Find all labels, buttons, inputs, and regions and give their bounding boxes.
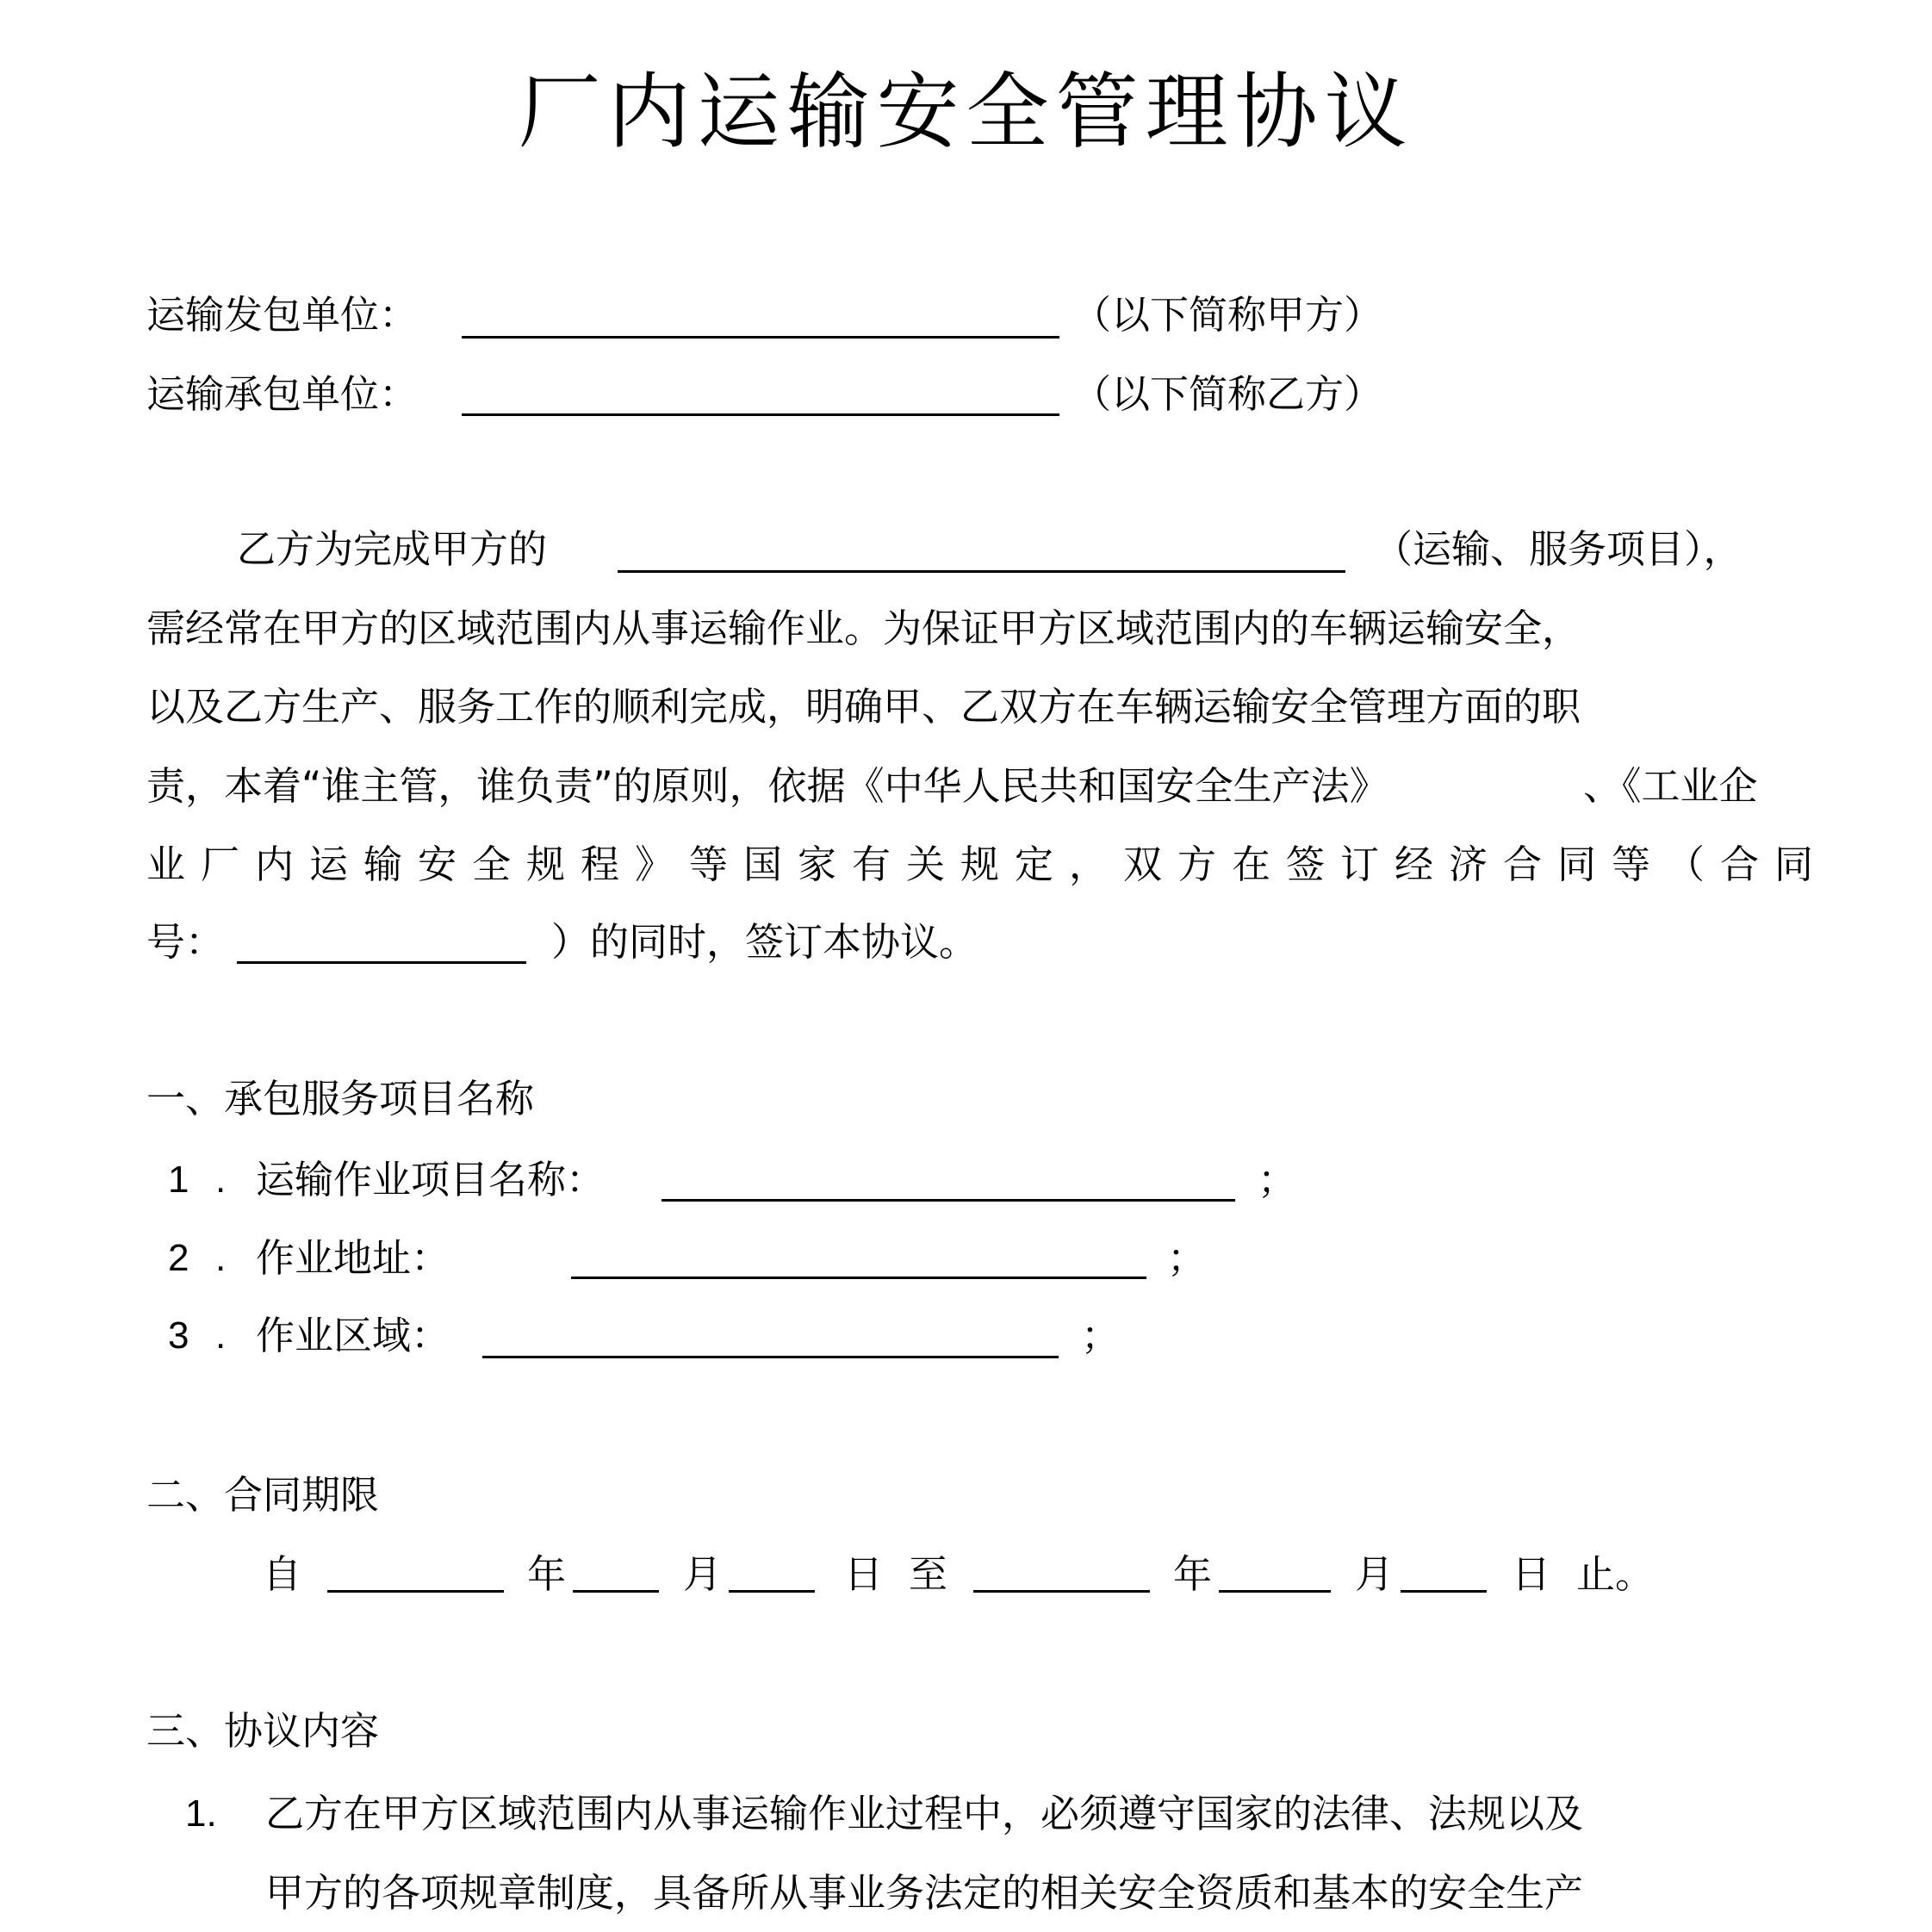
- start-day-blank[interactable]: [729, 1590, 815, 1593]
- document-title: 厂内运输安全管理协议: [518, 64, 1414, 160]
- party-a-note: （以下简称甲方）: [1072, 292, 1383, 338]
- s1-item1-label: 运输作业项目名称：: [256, 1157, 606, 1202]
- end-day-blank[interactable]: [1401, 1590, 1487, 1593]
- intro-line3: 以及乙方生产、服务工作的顺利完成，明确甲、乙双方在车辆运输安全管理方面的职: [146, 684, 1581, 730]
- s1-item2-end: ；: [1167, 1235, 1207, 1281]
- s3-item1-line2: 甲方的各项规章制度，具备所从事业务法定的相关安全资质和基本的安全生产: [265, 1870, 1584, 1916]
- party-a-label: 运输发包单位：: [146, 292, 419, 338]
- s1-item2-number: 2: [168, 1237, 189, 1279]
- intro-line1-end: （运输、服务项目），: [1374, 526, 1743, 572]
- start-month-label: 月: [683, 1551, 723, 1597]
- s1-item3-label: 作业区域：: [256, 1313, 450, 1358]
- start-year-blank[interactable]: [327, 1590, 504, 1593]
- s1-item3-number: 3: [168, 1314, 189, 1357]
- s1-item2-separator: .: [215, 1237, 227, 1279]
- s1-item1-blank[interactable]: [662, 1199, 1235, 1202]
- section1-heading: 一、承包服务项目名称: [146, 1076, 535, 1121]
- s1-item3-separator: .: [215, 1314, 227, 1357]
- intro-line1-start: 乙方为完成甲方的: [237, 526, 548, 572]
- intro-line5: 业厂内运输安全规程》等国家有关规定，双方在签订经济合同等（合同: [146, 842, 1829, 887]
- section2-heading: 二、合同期限: [146, 1472, 380, 1518]
- s1-item3-end: ；: [1081, 1313, 1121, 1358]
- s3-item1-line1: 乙方在甲方区域范围内从事运输作业过程中，必须遵守国家的法律、法规以及: [265, 1791, 1584, 1836]
- end-year-blank[interactable]: [973, 1590, 1150, 1593]
- s1-item2-label: 作业地址：: [256, 1235, 450, 1281]
- s1-item3-blank[interactable]: [482, 1356, 1059, 1358]
- project-blank[interactable]: [618, 570, 1345, 573]
- section3-heading: 三、协议内容: [146, 1708, 380, 1754]
- period-end: 止。: [1576, 1551, 1655, 1597]
- start-year-label: 年: [527, 1551, 567, 1597]
- intro-line2: 需经常在甲方的区域范围内从事运输作业。为保证甲方区域范围内的车辆运输安全，: [146, 606, 1581, 651]
- start-month-blank[interactable]: [573, 1590, 659, 1593]
- end-year-label: 年: [1173, 1551, 1213, 1597]
- period-from: 自: [263, 1551, 302, 1597]
- s1-item1-separator: .: [215, 1159, 227, 1201]
- period-to: 至: [909, 1551, 948, 1597]
- end-month-label: 月: [1355, 1551, 1395, 1597]
- end-month-blank[interactable]: [1219, 1590, 1331, 1593]
- intro-line4-a: 责，本着“谁主管，谁负责”的原则，依据《中华人民共和国安全生产法》: [146, 763, 1388, 809]
- party-a-blank[interactable]: [462, 336, 1059, 339]
- s1-item2-blank[interactable]: [571, 1277, 1146, 1279]
- end-day-label: 日: [1512, 1551, 1551, 1597]
- party-b-note: （以下简称乙方）: [1072, 371, 1383, 417]
- s1-item1-end: ；: [1258, 1157, 1297, 1202]
- start-day-label: 日: [844, 1551, 884, 1597]
- party-b-label: 运输承包单位：: [146, 371, 419, 417]
- party-b-blank[interactable]: [462, 413, 1059, 416]
- contract-number-blank[interactable]: [237, 961, 526, 964]
- s3-item1-number: 1.: [185, 1792, 217, 1835]
- intro-line6-end: ）的同时，签订本协议。: [551, 919, 978, 965]
- s1-item1-number: 1: [168, 1159, 189, 1201]
- intro-line6-start: 号：: [146, 919, 225, 965]
- intro-line4-b: 、《工业企: [1583, 763, 1758, 809]
